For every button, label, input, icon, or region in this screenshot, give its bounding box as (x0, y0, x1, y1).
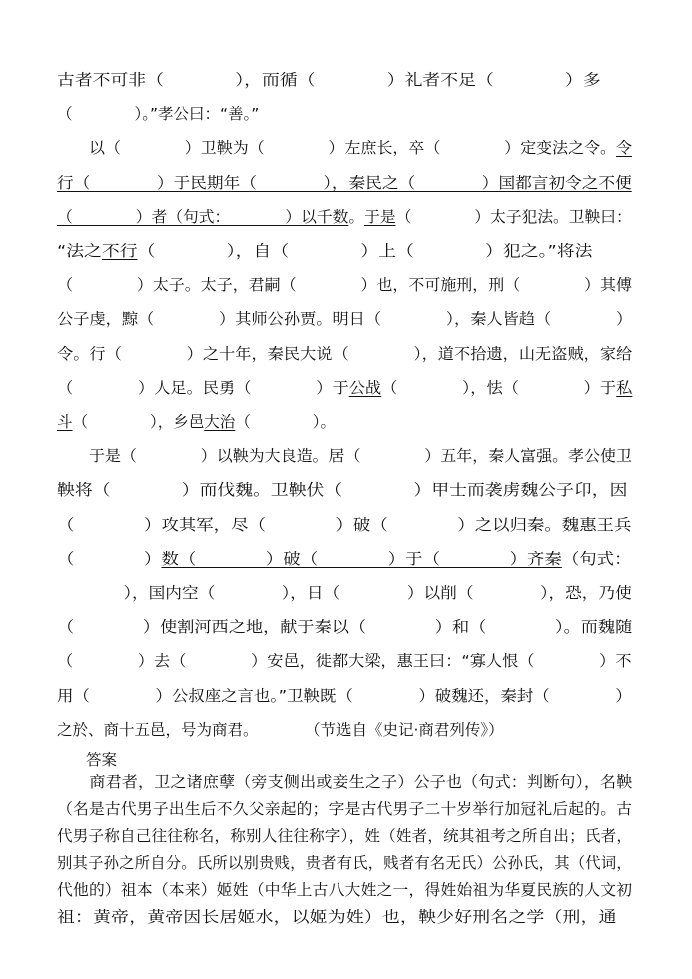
question-line (57, 515, 631, 535)
text-segment: （ ）太子犯法。卫鞅曰： (395, 207, 632, 226)
text-segment: 之於、商十五邑，号为商君。 （节选自《史记·商君列传》） (57, 720, 504, 739)
underlined-segment: 令 (616, 139, 633, 158)
question-line (57, 549, 631, 569)
text-segment: 用（ ）公叔座之言也。”卫鞅既（ ）破魏还，秦封（ ） (57, 686, 632, 705)
question-line (57, 173, 632, 193)
text-segment: （ ）使割河西之地，献于秦以（ ）和（ ）。而魏随 (57, 618, 633, 637)
answer-line: 代他的）祖本（本来）姬姓（中华上古八大姓之一，得姓始祖为华夏民族的人文初 (57, 881, 633, 899)
question-line (57, 583, 632, 603)
question-line (57, 617, 632, 637)
text-segment: （ ）。 (235, 413, 337, 431)
answer-line: 祖：黄帝，黄帝因长居姬水，以姬为姓）也，鞅少好刑名之学（刑，通 (57, 908, 617, 926)
question-line (57, 138, 632, 158)
question-line (57, 207, 632, 227)
text-segment: 古者不可非（ ），而循（ ）礼者不足（ ）多 (57, 71, 601, 89)
answer-line: 代男子称自己往往称名，称别人往往称字），姓（姓者，统其祖考之所自出；氏者， (57, 827, 633, 845)
text-segment: 令。行（ ）之十年，秦民大说（ ），道不拾遗，山无盗贼，家给 (57, 344, 633, 363)
underlined-segment: 私 (616, 378, 633, 397)
underlined-segment: （ ）者（句式： ）以千数 (57, 207, 349, 226)
answer-line: 别其子孙之所自分。氏所以别贵贱，贵者有氏，贱者有名无氏）公孙氏，其（代词， (57, 854, 632, 872)
text-segment: 以（ ）卫鞅为（ ）左庶长，卒（ ）定变法之令。 (57, 139, 617, 158)
text-segment: （ ）攻其军，尽（ ）破（ ）之以归秦。魏惠王兵 (57, 515, 632, 534)
text-segment: 鞅将（ ）而伐魏。卫鞅伏（ ）甲士而袭虏魏公子卬，因 (57, 481, 628, 500)
question-line (57, 344, 632, 364)
question-line (57, 275, 632, 295)
underlined-segment: 行（ ）于民期年（ ），秦民之（ ）国都言初令之不便 (57, 173, 632, 192)
question-line (57, 241, 592, 261)
text-segment: （句式： (561, 549, 632, 568)
question-line (57, 480, 627, 500)
text-segment: （ ）人足。民勇（ ）于 (57, 378, 349, 397)
underlined-segment: 数（ ）破（ ）于（ ）齐秦 (161, 549, 562, 568)
underlined-segment: 斗 (57, 413, 73, 431)
question-line (57, 651, 632, 671)
text-segment: （ ），自（ ）上（ ）犯之。”将法 (137, 242, 593, 260)
text-segment: （ ）太子。太子，君嗣（ ）也，不可施刑，刑（ ）其傅 (57, 276, 633, 295)
question-line (57, 412, 336, 432)
text-segment: （ ）。”孝公曰：“善。” (57, 105, 260, 124)
underlined-segment: 大治 (204, 413, 236, 431)
question-line (57, 378, 632, 398)
text-segment: （ ）去（ ）安邑，徙都大梁，惠王曰：“寡人恨（ ）不 (57, 652, 632, 671)
answer-line: 商君者，卫之诸庶孽（旁支侧出或妾生之子）公子也（句式：判断句），名鞅 (57, 773, 633, 791)
question-line (57, 686, 632, 706)
underlined-segment: 于是 (364, 207, 396, 226)
text-segment: “法之 (57, 242, 102, 260)
text-segment: 于是（ ）以鞅为大良造。居（ ）五年，秦人富强。孝公使卫 (57, 447, 633, 466)
answer-label: 答案 (86, 751, 118, 769)
underlined-segment: 公战 (348, 378, 382, 397)
question-line (57, 720, 504, 740)
question-line (57, 104, 259, 124)
text-segment: 。 (348, 207, 365, 226)
text-segment: （ ），怯（ ）于 (381, 378, 617, 397)
question-line (57, 309, 632, 329)
question-line (57, 70, 601, 90)
text-segment: ），国内空（ ），日（ ）以削（ ），恐，乃使 (57, 584, 632, 602)
answer-line: （名是古代男子出生后不久父亲起的；字是古代男子二十岁举行加冠礼后起的。古 (57, 800, 633, 818)
question-line (57, 446, 632, 466)
text-segment: （ ） (57, 549, 162, 568)
underlined-segment: 不行 (101, 242, 138, 260)
text-segment: 公子虔，黥（ ）其师公孙贾。明日（ ），秦人皆趋（ ） (57, 310, 633, 329)
text-segment: （ ），乡邑 (72, 413, 205, 431)
